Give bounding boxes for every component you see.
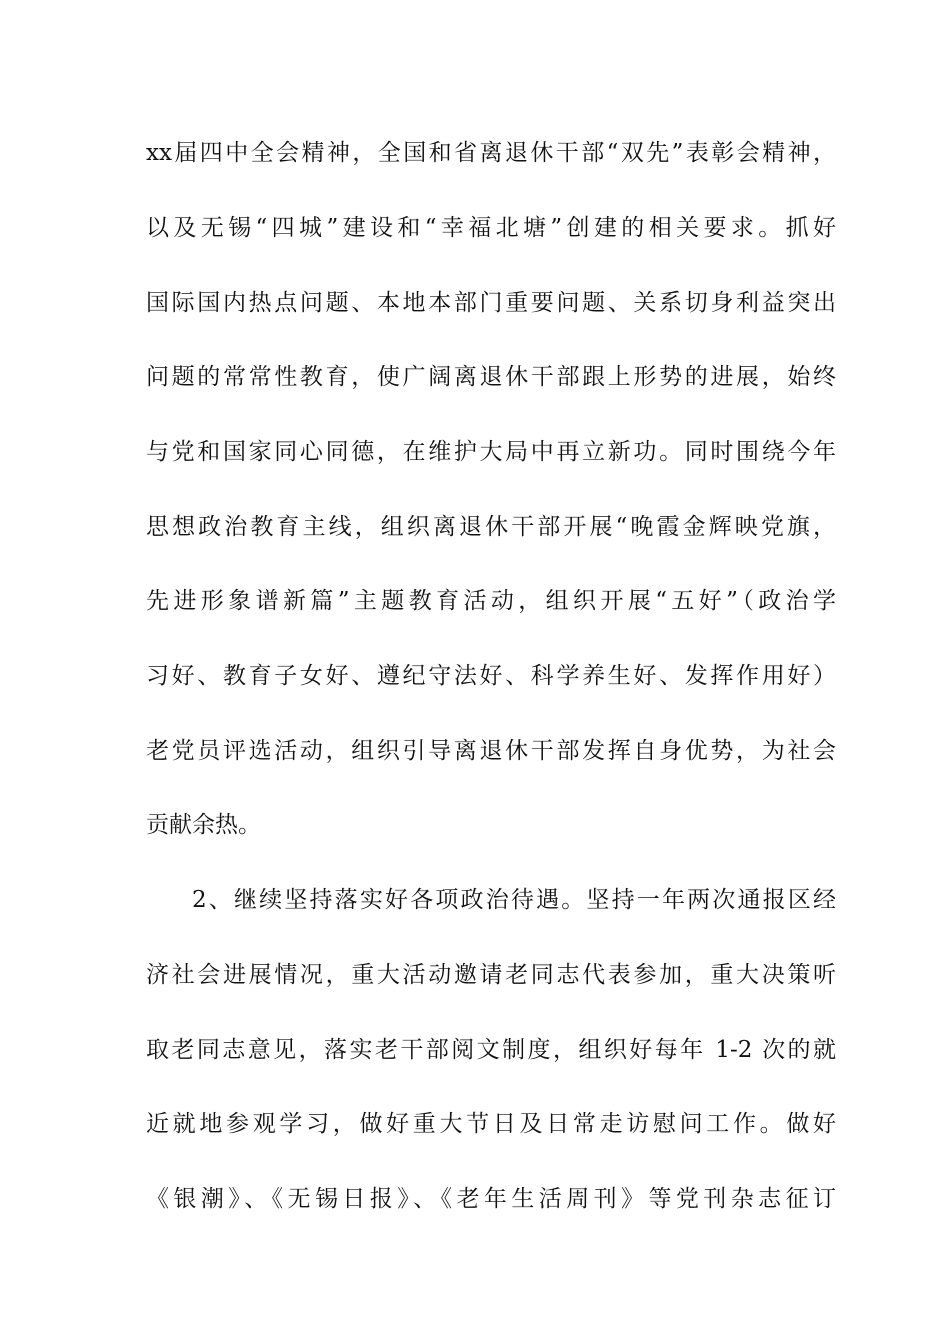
text-line-2: 以及无锡“四城”建设和“幸福北塘”创建的相关要求。抓好 — [146, 215, 836, 241]
text-line-10: 贡献余热。 — [146, 812, 261, 838]
text-line-12: 济社会进展情况，重大活动邀请老同志代表参加，重大决策听 — [146, 962, 836, 988]
text-line-14: 近就地参观学习，做好重大节日及日常走访慰问工作。做好 — [146, 1111, 836, 1137]
text-line-7: 先进形象谱新篇”主题教育活动，组织开展“五好”（政治学 — [146, 588, 836, 614]
text-line-9: 老党员评选活动，组织引导离退休干部发挥自身优势，为社会 — [146, 738, 836, 764]
text-line-8: 习好、教育子女好、遵纪守法好、科学养生好、发挥作用好） — [146, 663, 836, 689]
text-line-5: 与党和国家同心同德，在维护大局中再立新功。同时围绕今年 — [146, 439, 836, 465]
text-line-13: 取老同志意见，落实老干部阅文制度，组织好每年 1-2 次的就 — [146, 1037, 836, 1063]
text-line-1: xx届四中全会精神，全国和省离退休干部“双先”表彰会精神， — [146, 140, 836, 166]
text-line-11: 2、继续坚持落实好各项政治待遇。坚持一年两次通报区经 — [192, 887, 836, 913]
text-line-15: 《银潮》、《无锡日报》、《老年生活周刊》等党刊杂志征订 — [146, 1186, 836, 1212]
text-line-3: 国际国内热点问题、本地本部门重要问题、关系切身利益突出 — [146, 290, 836, 316]
text-line-6: 思想政治教育主线，组织离退休干部开展“晚霞金辉映党旗， — [146, 514, 836, 540]
text-line-4: 问题的常常性教育，使广阔离退休干部跟上形势的进展，始终 — [146, 364, 836, 390]
